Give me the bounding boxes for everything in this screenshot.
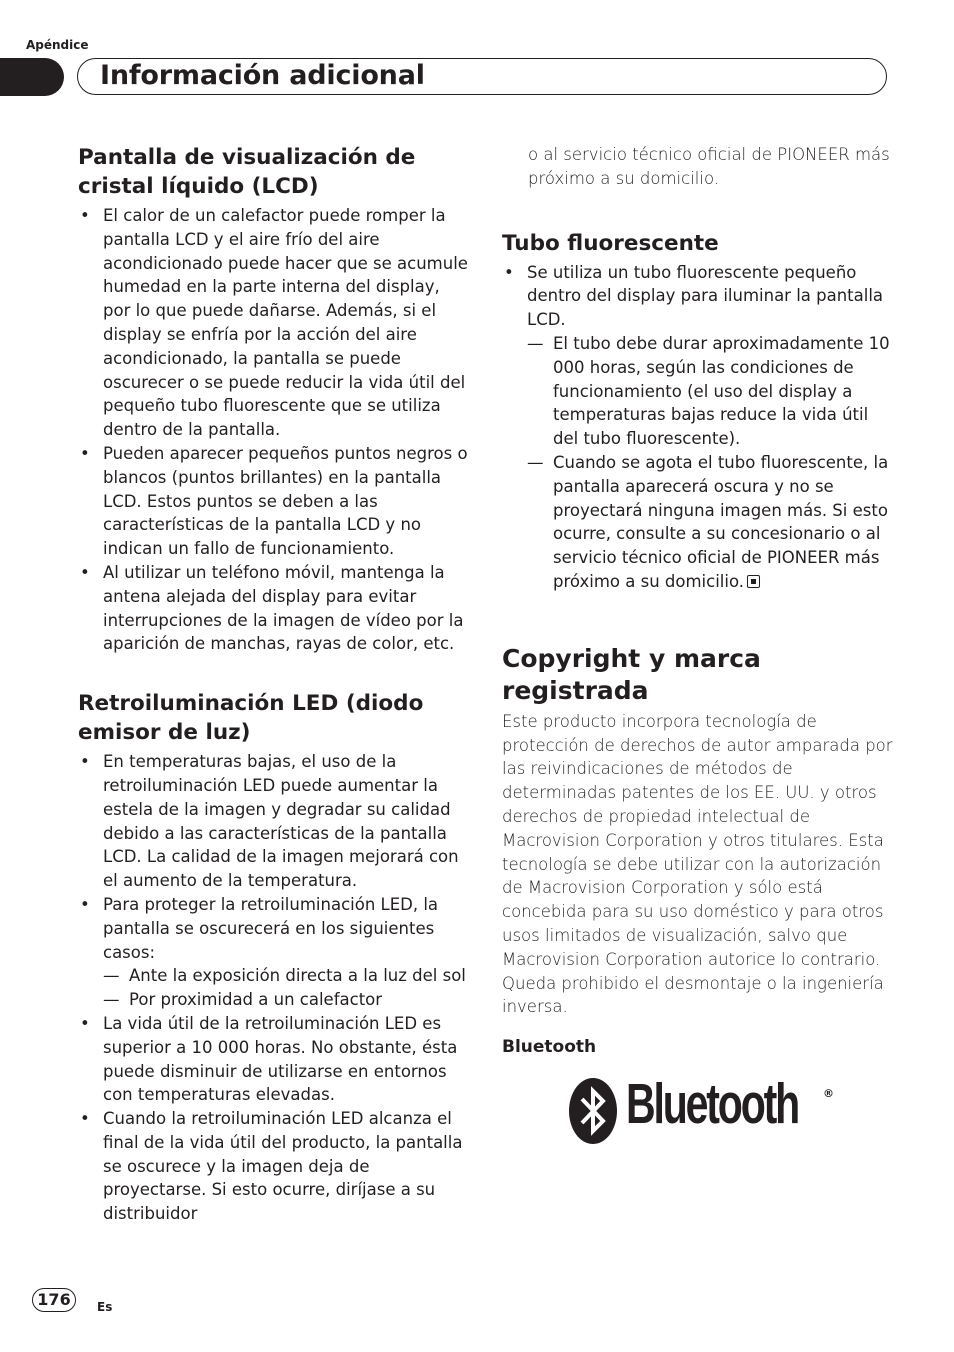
led-bullet-list <box>78 750 468 1226</box>
registered-mark: ® <box>823 1087 834 1100</box>
tubo-dash-list <box>527 332 894 594</box>
tubo-heading: Tubo fluorescente <box>502 230 719 256</box>
end-of-section-icon <box>747 575 760 588</box>
page-number: 176 <box>32 1288 76 1312</box>
dash-item: — Ante la exposición directa a la luz del sol <box>103 964 468 988</box>
list-item: • El calor de un calefactor puede romper la pantalla LCD y el aire frío del aire acondicionado puede hacer que se acumule humedad en la parte interna del display, por lo que puede dañarse. Además, si el display se enfría por la acción del aire acondicionado, la pantalla se puede oscurecer o se puede reducir la vida útil del pequeño tubo fluorescente que se utiliza dentro de la pantalla. <box>78 204 468 442</box>
section-title-box <box>77 58 887 95</box>
list-item: • Pueden aparecer pequeños puntos negros o blancos (puntos brillantes) en la pantalla LCD. Estos puntos se deben a las características de la pantalla LCD y no indican un fallo de funcionamiento. <box>78 442 468 561</box>
bluetooth-rune-icon <box>568 1077 618 1145</box>
bluetooth-wordmark: Bluetooth <box>626 1072 799 1136</box>
lcd-heading-line2: cristal líquido (LCD) <box>78 174 319 199</box>
bluetooth-heading: Bluetooth <box>502 1037 597 1058</box>
lcd-bullet-list <box>78 204 468 656</box>
led-heading-line1: Retroiluminación LED (diodo <box>78 691 424 717</box>
bluetooth-logo <box>568 1072 834 1145</box>
list-item-text: Se utiliza un tubo fluorescente pequeño dentro del display para iluminar la pantalla LCD. <box>527 262 884 330</box>
lcd-heading <box>78 143 468 201</box>
list-item: • Al utilizar un teléfono móvil, mantenga la antena alejada del display para evitar interrupciones de la imagen de vídeo por la aparición de manchas, rayas de color, etc. <box>78 561 468 656</box>
chapter-label: Apéndice <box>26 38 89 52</box>
language-label: Es <box>97 1300 113 1314</box>
list-item: • En temperaturas bajas, el uso de la retroiluminación LED puede aumentar la estela de la imagen y degradar su calidad debido a las características de la pantalla LCD. La calidad de la imagen mejorará con el aumento de la temperatura. <box>78 750 468 893</box>
chapter-tab-marker <box>0 58 64 96</box>
right-column <box>502 143 894 1059</box>
tubo-bullet-list <box>502 261 894 594</box>
led-heading-line2: emisor de luz) <box>78 720 251 746</box>
copyright-heading: Copyright y marca registrada <box>502 643 761 705</box>
dash-item-text: Cuando se agota el tubo fluorescente, la pantalla aparecerá oscura y no se proyectará ninguna imagen más. Si esto ocurre, consulte a su concesionario o al servicio técnico oficial de PIONEER más próximo a su domicilio. <box>553 452 889 591</box>
dash-item: — Por proximidad a un calefactor <box>103 988 468 1012</box>
list-item: • Cuando la retroiluminación LED alcanza el final de la vida útil del producto, la pantalla se oscurece y la imagen deja de proyectarse. Si esto ocurre, diríjase a su distribuidor <box>78 1107 468 1226</box>
list-item <box>502 261 894 594</box>
continuation-text: o al servicio técnico oficial de PIONEER más próximo a su domicilio. <box>528 145 890 188</box>
list-item: • La vida útil de la retroiluminación LED es superior a 10 000 horas. No obstante, ésta puede disminuir de utilizarse en entornos con temperaturas elevadas. <box>78 1012 468 1107</box>
list-item <box>78 893 468 1012</box>
led-heading <box>78 689 468 747</box>
list-item-text: Para proteger la retroiluminación LED, la pantalla se oscurecerá en los siguientes casos: <box>103 894 439 962</box>
left-column <box>78 143 468 1226</box>
led-case-list <box>103 964 468 1012</box>
section-title: Información adicional <box>100 60 425 91</box>
copyright-body: Este producto incorpora tecnología de protección de derechos de autor amparada por las reivindicaciones de métodos de determinadas patentes de los EE. UU. y otros derechos de propiedad intelectual de Macrovision Corporation y otros titulares. Esta tecnología se debe utilizar con la autorización de Macrovision Corporation y sólo está concebida para su uso doméstico y para otros usos limitados de visualización, salvo que Macrovision Corporation autorice lo contrario. Queda prohibido el desmontaje o la ingeniería inversa. <box>502 711 893 1017</box>
dash-item <box>527 451 894 594</box>
dash-item: — El tubo debe durar aproximadamente 10 000 horas, según las condiciones de funcionamiento (el uso del display a temperaturas bajas reduce la vida útil del tubo fluorescente). <box>527 332 894 451</box>
lcd-heading-line1: Pantalla de visualización de <box>78 145 416 170</box>
